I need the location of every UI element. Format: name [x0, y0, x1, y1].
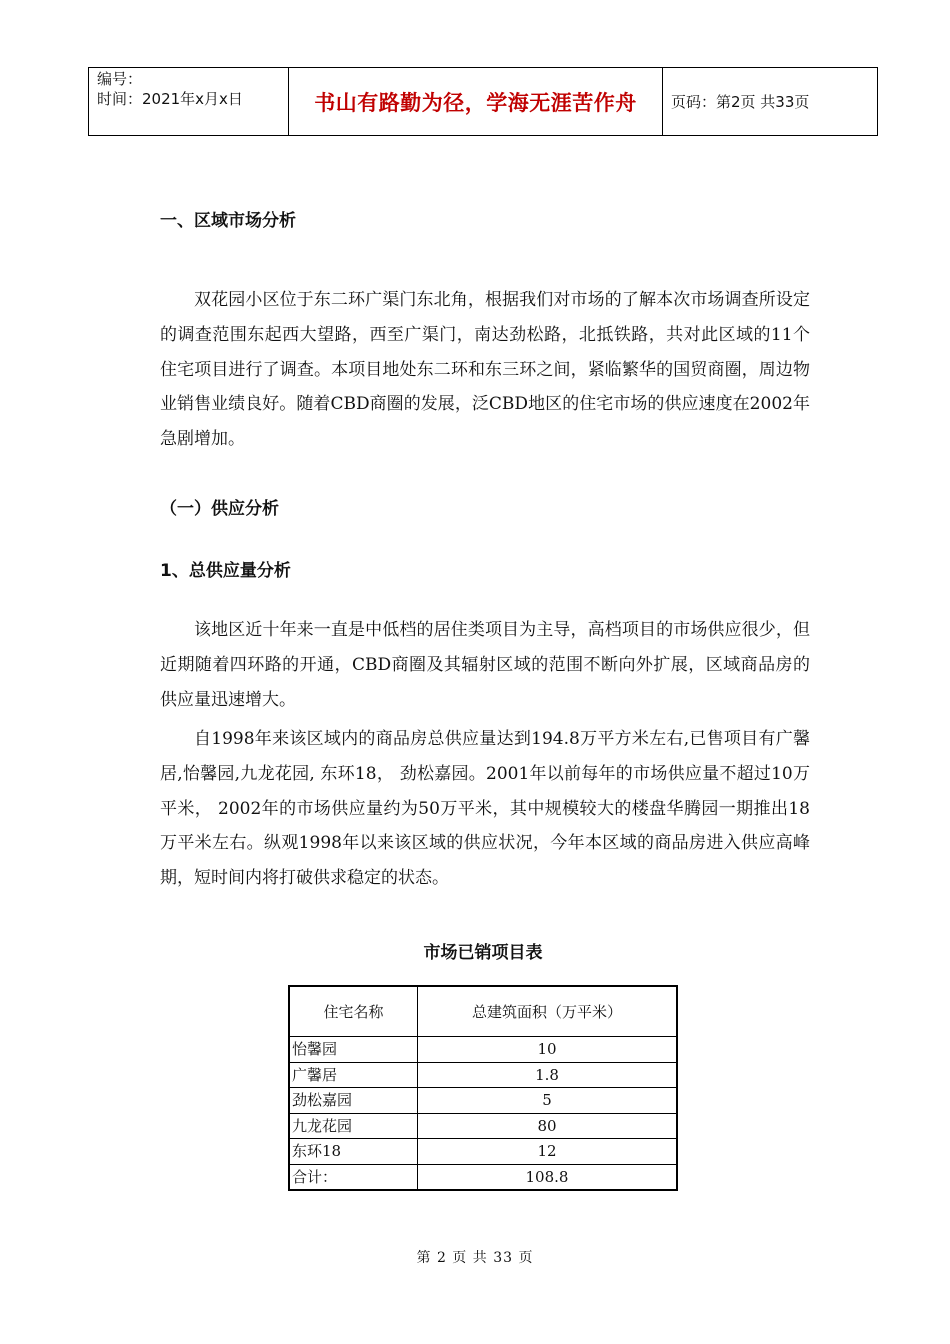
project-area-cell: 12	[418, 1139, 678, 1165]
table-total-row	[289, 1164, 677, 1190]
intro-paragraph: 双花园小区位于东二环广渠门东北角，根据我们对市场的了解本次市场调查所设定的调查范围东起西大望路，西至广渠门，南达劲松路，北抵铁路，共对此区域的11个住宅项目进行了调查。本项目地处东二环和东三环之间，紧临繁华的国贸商圈，周边物业销售业绩良好。随着CBD商圈的发展，泛CBD地区的住宅市场的供应速度在2002年急剧增加。	[160, 290, 810, 450]
table-header-row	[289, 986, 677, 1037]
project-name-cell: 东环18	[289, 1139, 418, 1165]
column-header-name: 住宅名称	[289, 986, 418, 1037]
table-row	[289, 1037, 677, 1063]
project-name-cell: 广馨居	[289, 1062, 418, 1088]
header-motto: 书山有路勤为径，学海无涯苦作舟	[289, 68, 663, 135]
project-name-cell: 九龙花园	[289, 1113, 418, 1139]
header-time-label: 时间：2021年x月x日	[97, 90, 243, 108]
project-area-cell: 10	[418, 1037, 678, 1063]
section-title: 一、区域市场分析	[160, 211, 296, 231]
supply-paragraph-2: 自1998年来该区域内的商品房总供应量达到194.8万平方米左右,已售项目有广馨居,怡馨园,九龙花园, 东环18， 劲松嘉园。2001年以前每年的市场供应量不超过10万平米， 2002年的市场供应量约为50万平米，其中规模较大的楼盘华腾园一期推出18万平米左右。纵观1998年以来该区域的供应状况，今年本区域的商品房进入供应高峰期，短时间内将打破供求稳定的状态。	[160, 729, 810, 889]
table-row	[289, 1139, 677, 1165]
table-caption: 市场已销项目表	[423, 943, 543, 963]
item-title: 1、总供应量分析	[160, 561, 291, 581]
project-area-cell: 1.8	[418, 1062, 678, 1088]
project-name-cell: 怡馨园	[289, 1037, 418, 1063]
project-area-cell: 80	[418, 1113, 678, 1139]
column-header-area: 总建筑面积（万平米）	[418, 986, 678, 1037]
table-row	[289, 1062, 677, 1088]
page-header	[88, 67, 878, 136]
project-area-cell: 5	[418, 1088, 678, 1114]
header-meta	[89, 68, 289, 135]
project-name-cell: 劲松嘉园	[289, 1088, 418, 1114]
total-label-cell: 合计：	[289, 1164, 418, 1190]
sold-projects-table	[288, 985, 678, 1191]
page-footer: 第 2 页 共 33 页	[416, 1250, 534, 1266]
header-code-label: 编号：	[97, 70, 143, 88]
total-value-cell: 108.8	[418, 1164, 678, 1190]
table-row	[289, 1113, 677, 1139]
header-page-info: 页码：第2页 共33页	[671, 93, 810, 111]
table-row	[289, 1088, 677, 1114]
supply-paragraph-1: 该地区近十年来一直是中低档的居住类项目为主导，高档项目的市场供应很少，但近期随着四环路的开通，CBD商圈及其辐射区域的范围不断向外扩展，区域商品房的供应量迅速增大。	[160, 620, 810, 710]
subsection-title: （一）供应分析	[160, 499, 279, 519]
